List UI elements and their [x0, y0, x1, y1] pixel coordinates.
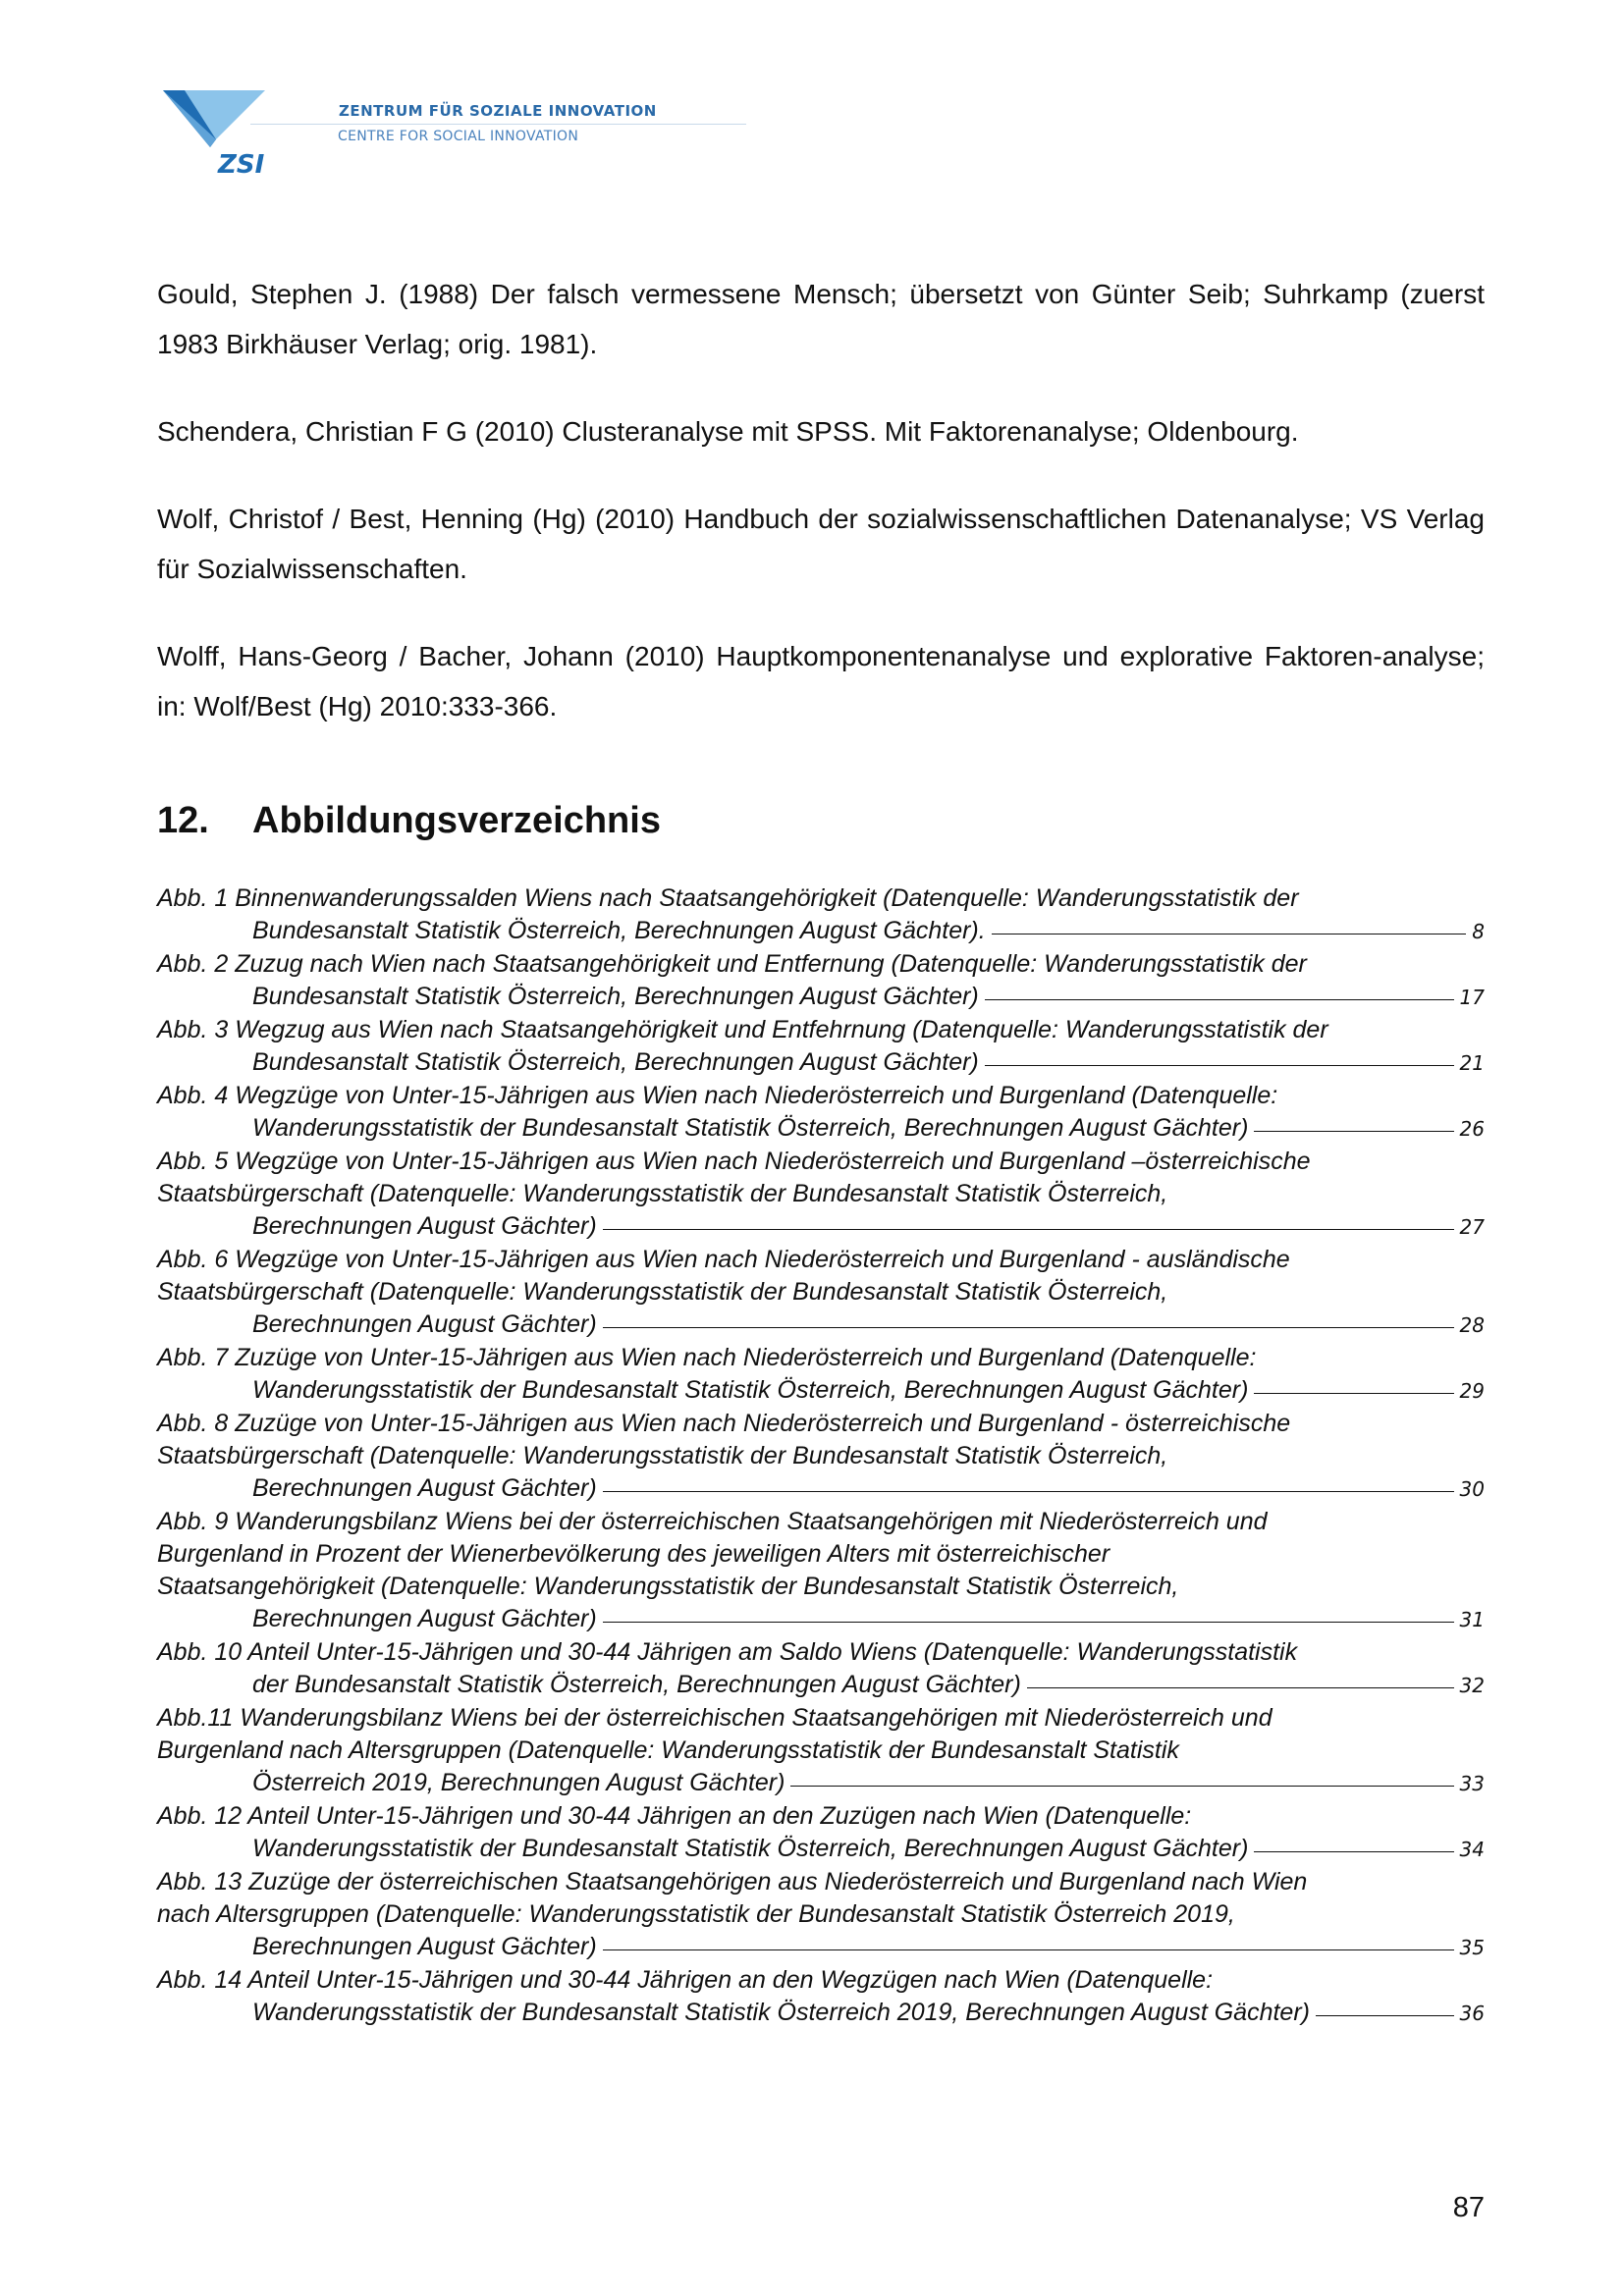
figure-entry[interactable]: [157, 1080, 1485, 1146]
figure-entry-last-line: [252, 915, 1485, 948]
figure-entry-last-line: [252, 1833, 1485, 1866]
figure-page-number: 17: [1459, 986, 1485, 1009]
figure-entry[interactable]: [157, 1244, 1485, 1342]
figure-page-number: 26: [1459, 1117, 1485, 1141]
figure-entry-line: Staatsbürgerschaft (Datenquelle: Wanderungsstatistik der Bundesanstalt Statistik Österreich,: [157, 1180, 1168, 1207]
figure-entry-text: Bundesanstalt Statistik Österreich, Berechnungen August Gächter).: [252, 917, 986, 944]
reference-item: Wolff, Hans-Georg / Bacher, Johann (2010) Hauptkomponentenanalyse und explorative Faktoren-analyse; in: Wolf/Best (Hg) 2010:333-366.: [157, 641, 1485, 721]
figure-entry-line: Staatsbürgerschaft (Datenquelle: Wanderungsstatistik der Bundesanstalt Statistik Österreich,: [157, 1442, 1168, 1469]
figure-entry-text: Wanderungsstatistik der Bundesanstalt Statistik Österreich, Berechnungen August Gächter): [252, 1376, 1249, 1404]
dot-leader: [1254, 1851, 1453, 1852]
figure-entry-text: Wanderungsstatistik der Bundesanstalt Statistik Österreich, Berechnungen August Gächter): [252, 1114, 1249, 1142]
figure-entry-line: Abb. 6 Wegzüge von Unter-15-Jährigen aus Wien nach Niederösterreich und Burgenland - ausländische: [157, 1246, 1290, 1273]
figure-entry-text: Österreich 2019, Berechnungen August Gächter): [252, 1769, 785, 1796]
figure-entry-line: Abb. 8 Zuzüge von Unter-15-Jährigen aus Wien nach Niederösterreich und Burgenland - österreichische: [157, 1410, 1291, 1437]
figure-entry-line: Abb.11 Wanderungsbilanz Wiens bei der österreichischen Staatsangehörigen mit Niederösterreich und: [157, 1704, 1272, 1732]
dot-leader: [985, 999, 1454, 1000]
org-name-en: CENTRE FOR SOCIAL INNOVATION: [338, 129, 579, 144]
figure-entry-last-line: [252, 1472, 1485, 1506]
figure-entry-line: Abb. 2 Zuzug nach Wien nach Staatsangehörigkeit und Entfernung (Datenquelle: Wanderungsstatistik der: [157, 950, 1307, 978]
figure-entry-line: Burgenland in Prozent der Wienerbevölkerung des jeweiligen Alters mit österreichischer: [157, 1540, 1110, 1568]
figure-entry[interactable]: [157, 948, 1485, 1014]
figure-entry[interactable]: [157, 1146, 1485, 1244]
logo-text: ZSI: [218, 150, 265, 180]
figure-entry-line: Abb. 10 Anteil Unter-15-Jährigen und 30-44 Jährigen am Saldo Wiens (Datenquelle: Wanderungsstatistik: [157, 1638, 1298, 1666]
org-name-de: ZENTRUM FÜR SOZIALE INNOVATION: [339, 102, 657, 120]
zsi-logo: [155, 82, 273, 181]
figure-entry[interactable]: [157, 1014, 1485, 1080]
dot-leader: [603, 1491, 1454, 1492]
figure-entry-text: Bundesanstalt Statistik Österreich, Berechnungen August Gächter): [252, 1048, 979, 1076]
dot-leader: [1027, 1687, 1454, 1688]
figure-page-number: 31: [1459, 1608, 1485, 1631]
figure-page-number: 32: [1459, 1674, 1485, 1697]
figure-entry-text: Berechnungen August Gächter): [252, 1933, 597, 1960]
figure-entry-line: Abb. 13 Zuzüge der österreichischen Staatsangehörigen aus Niederösterreich und Burgenland nach Wien: [157, 1868, 1308, 1896]
figure-entry[interactable]: [157, 1342, 1485, 1408]
figure-entry[interactable]: [157, 1800, 1485, 1866]
figure-entry-last-line: [252, 1046, 1485, 1080]
figure-entry-last-line: [252, 1308, 1485, 1342]
figure-entry-line: nach Altersgruppen (Datenquelle: Wanderungsstatistik der Bundesanstalt Statistik Österreich 2019,: [157, 1900, 1235, 1928]
figure-entry-line: Staatsbürgerschaft (Datenquelle: Wanderungsstatistik der Bundesanstalt Statistik Österreich,: [157, 1278, 1168, 1306]
figure-entry[interactable]: [157, 1964, 1485, 2030]
figure-list: [157, 882, 1485, 2030]
figure-page-number: 21: [1459, 1051, 1485, 1075]
org-name-block: [334, 102, 825, 144]
figure-entry-line: Staatsangehörigkeit (Datenquelle: Wanderungsstatistik der Bundesanstalt Statistik Österreich,: [157, 1573, 1179, 1600]
figure-entry-last-line: [252, 1210, 1485, 1244]
dot-leader: [603, 1327, 1454, 1328]
figure-entry-text: der Bundesanstalt Statistik Österreich, Berechnungen August Gächter): [252, 1671, 1021, 1698]
dot-leader: [1316, 2015, 1454, 2016]
figure-entry-last-line: [252, 1669, 1485, 1702]
figure-entry[interactable]: [157, 1408, 1485, 1506]
figure-entry-text: Berechnungen August Gächter): [252, 1474, 597, 1502]
figure-page-number: 35: [1459, 1936, 1485, 1959]
figure-entry[interactable]: [157, 1702, 1485, 1800]
figure-entry-text: Berechnungen August Gächter): [252, 1212, 597, 1240]
figure-entry[interactable]: [157, 1636, 1485, 1702]
figure-entry-last-line: [252, 1931, 1485, 1964]
reference-item: Wolf, Christof / Best, Henning (Hg) (2010) Handbuch der sozialwissenschaftlichen Datenanalyse; VS Verlag für Sozialwissenschaften.: [157, 504, 1485, 584]
dot-leader: [1254, 1131, 1453, 1132]
figure-entry-last-line: [252, 981, 1485, 1014]
figure-page-number: 34: [1459, 1838, 1485, 1861]
figure-entry-last-line: [252, 1112, 1485, 1146]
reference-item: Schendera, Christian F G (2010) Clusteranalyse mit SPSS. Mit Faktorenanalyse; Oldenbourg.: [157, 416, 1299, 447]
figure-entry-line: Abb. 3 Wegzug aus Wien nach Staatsangehörigkeit und Entfehrnung (Datenquelle: Wanderungsstatistik der: [157, 1016, 1328, 1043]
page-number: 87: [1452, 2192, 1485, 2223]
figure-entry[interactable]: [157, 1866, 1485, 1964]
figure-page-number: 30: [1459, 1477, 1485, 1501]
figure-entry-line: Burgenland nach Altersgruppen (Datenquelle: Wanderungsstatistik der Bundesanstalt Statistik: [157, 1736, 1179, 1764]
figure-entry-text: Wanderungsstatistik der Bundesanstalt Statistik Österreich 2019, Berechnungen August Gächter): [252, 1999, 1310, 2026]
figure-entry-text: Bundesanstalt Statistik Österreich, Berechnungen August Gächter): [252, 983, 979, 1010]
figure-page-number: 8: [1472, 920, 1485, 943]
figure-entry-last-line: [252, 1603, 1485, 1636]
figure-entry-last-line: [252, 1997, 1485, 2030]
references-list: [157, 269, 1485, 731]
figure-entry-text: Berechnungen August Gächter): [252, 1310, 597, 1338]
figure-entry-text: Wanderungsstatistik der Bundesanstalt Statistik Österreich, Berechnungen August Gächter): [252, 1835, 1249, 1862]
dot-leader: [790, 1786, 1453, 1787]
figure-entry[interactable]: [157, 882, 1485, 948]
figure-page-number: 29: [1459, 1379, 1485, 1403]
dot-leader: [985, 1065, 1454, 1066]
section-number: 12.: [157, 800, 209, 841]
figure-page-number: 33: [1459, 1772, 1485, 1795]
dot-leader: [603, 1949, 1454, 1950]
figure-entry-line: Abb. 1 Binnenwanderungssalden Wiens nach Staatsangehörigkeit (Datenquelle: Wanderungsstatistik der: [157, 884, 1299, 912]
figure-page-number: 28: [1459, 1313, 1485, 1337]
figure-entry-line: Abb. 7 Zuzüge von Unter-15-Jährigen aus Wien nach Niederösterreich und Burgenland (Datenquelle:: [157, 1344, 1257, 1371]
figure-entry-line: Abb. 5 Wegzüge von Unter-15-Jährigen aus Wien nach Niederösterreich und Burgenland –österreichische: [157, 1148, 1311, 1175]
section-heading: [157, 800, 661, 842]
figure-page-number: 27: [1459, 1215, 1485, 1239]
section-title: Abbildungsverzeichnis: [252, 800, 661, 841]
dot-leader: [1254, 1393, 1453, 1394]
header-divider: [250, 124, 746, 125]
figure-entry-line: Abb. 4 Wegzüge von Unter-15-Jährigen aus Wien nach Niederösterreich und Burgenland (Datenquelle:: [157, 1082, 1278, 1109]
figure-page-number: 36: [1459, 2002, 1485, 2025]
reference-item: Gould, Stephen J. (1988) Der falsch vermessene Mensch; übersetzt von Günter Seib; Suhrkamp (zuerst 1983 Birkhäuser Verlag; orig. 1981).: [157, 279, 1485, 359]
dot-leader: [603, 1622, 1454, 1623]
page-header: [155, 82, 842, 181]
dot-leader: [603, 1229, 1454, 1230]
figure-entry-line: Abb. 9 Wanderungsbilanz Wiens bei der österreichischen Staatsangehörigen mit Niederösterreich und: [157, 1508, 1268, 1535]
figure-entry-line: Abb. 12 Anteil Unter-15-Jährigen und 30-44 Jährigen an den Zuzügen nach Wien (Datenquelle:: [157, 1802, 1192, 1830]
figure-entry-text: Berechnungen August Gächter): [252, 1605, 597, 1632]
figure-entry-last-line: [252, 1767, 1485, 1800]
figure-entry-last-line: [252, 1374, 1485, 1408]
figure-entry-line: Abb. 14 Anteil Unter-15-Jährigen und 30-44 Jährigen an den Wegzügen nach Wien (Datenquelle:: [157, 1966, 1214, 1994]
figure-entry[interactable]: [157, 1506, 1485, 1636]
